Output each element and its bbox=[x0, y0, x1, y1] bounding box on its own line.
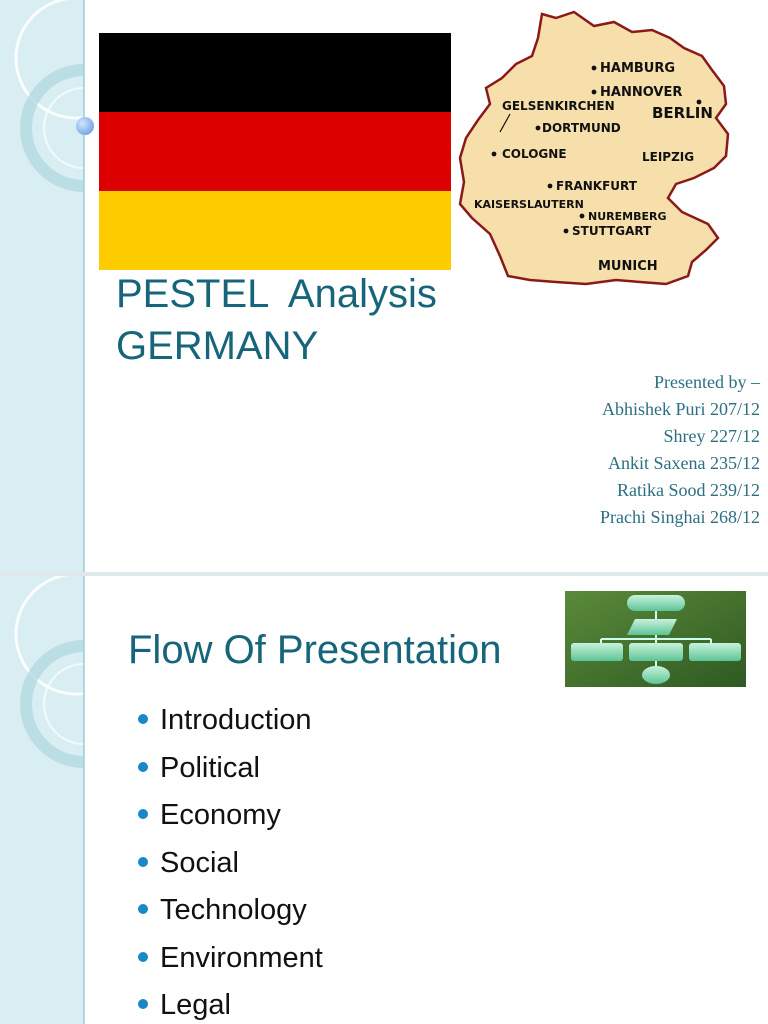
city-dot-icon bbox=[564, 229, 569, 234]
city-dot-icon bbox=[548, 184, 553, 189]
presenters-block bbox=[600, 369, 760, 531]
city-dot-icon bbox=[536, 126, 541, 131]
bullet-dot-icon bbox=[138, 809, 148, 819]
bullet-dot-icon bbox=[138, 999, 148, 1009]
presenter-name: Prachi Singhai 268/12 bbox=[600, 507, 760, 527]
city-label: STUTTGART bbox=[572, 224, 652, 238]
slide1-title-line2: GERMANY bbox=[116, 324, 319, 368]
bullet-dot-icon bbox=[138, 762, 148, 772]
decorative-sidebar bbox=[0, 576, 85, 1024]
city-label: HANNOVER bbox=[600, 85, 683, 100]
presenter-name: Shrey 227/12 bbox=[663, 426, 760, 446]
germany-flag bbox=[99, 33, 451, 270]
city-label: FRANKFURT bbox=[556, 179, 637, 193]
city-label: LEIPZIG bbox=[642, 150, 695, 164]
list-item bbox=[134, 890, 323, 938]
decorative-rings-icon bbox=[0, 0, 84, 572]
decorative-rings-icon bbox=[0, 576, 84, 1024]
germany-map-icon bbox=[456, 8, 736, 290]
slide1-title-line1: PESTEL Analysis bbox=[116, 272, 437, 316]
list-item bbox=[134, 985, 323, 1024]
city-label: HAMBURG bbox=[600, 61, 676, 76]
flowchart-icon bbox=[565, 591, 746, 687]
agenda-item-label: Environment bbox=[160, 941, 323, 974]
city-dot-icon bbox=[592, 90, 597, 95]
agenda-item-label: Political bbox=[160, 751, 260, 784]
city-label: MUNICH bbox=[598, 259, 658, 274]
city-dot-icon bbox=[580, 214, 585, 219]
city-label: DORTMUND bbox=[542, 121, 621, 135]
list-item bbox=[134, 748, 323, 796]
bullet-dot-icon bbox=[138, 904, 148, 914]
list-item bbox=[134, 700, 323, 748]
bullet-dot-icon bbox=[138, 952, 148, 962]
agenda-item-label: Introduction bbox=[160, 704, 312, 736]
agenda-item-label: Legal bbox=[160, 989, 231, 1021]
city-dot-icon bbox=[592, 66, 597, 71]
rings-node-icon bbox=[76, 117, 94, 135]
list-item bbox=[134, 843, 323, 891]
presented-by-label: Presented by – bbox=[654, 372, 760, 392]
agenda-list bbox=[134, 700, 323, 1024]
flag-stripe-black bbox=[99, 33, 451, 112]
city-label: GELSENKIRCHEN bbox=[502, 99, 615, 113]
agenda-item-label: Technology bbox=[160, 894, 307, 926]
agenda-item-label: Economy bbox=[160, 799, 281, 831]
decorative-sidebar bbox=[0, 0, 85, 572]
city-dot-icon bbox=[492, 152, 497, 157]
flag-stripe-gold bbox=[99, 191, 451, 270]
presenter-name: Ankit Saxena 235/12 bbox=[608, 453, 760, 473]
flag-stripe-red bbox=[99, 112, 451, 191]
bullet-dot-icon bbox=[138, 857, 148, 867]
list-item bbox=[134, 795, 323, 843]
slide-flow-of-presentation bbox=[0, 576, 768, 1024]
city-label: NUREMBERG bbox=[588, 210, 667, 223]
city-label: COLOGNE bbox=[502, 147, 567, 161]
city-label: KAISERSLAUTERN bbox=[474, 198, 584, 211]
presenter-name: Ratika Sood 239/12 bbox=[617, 480, 760, 500]
slide2-title: Flow Of Presentation bbox=[128, 628, 502, 672]
agenda-item-label: Social bbox=[160, 846, 239, 879]
city-label: BERLIN bbox=[652, 104, 713, 122]
presenter-name: Abhishek Puri 207/12 bbox=[601, 399, 760, 419]
list-item bbox=[134, 938, 323, 986]
bullet-dot-icon bbox=[138, 714, 148, 724]
